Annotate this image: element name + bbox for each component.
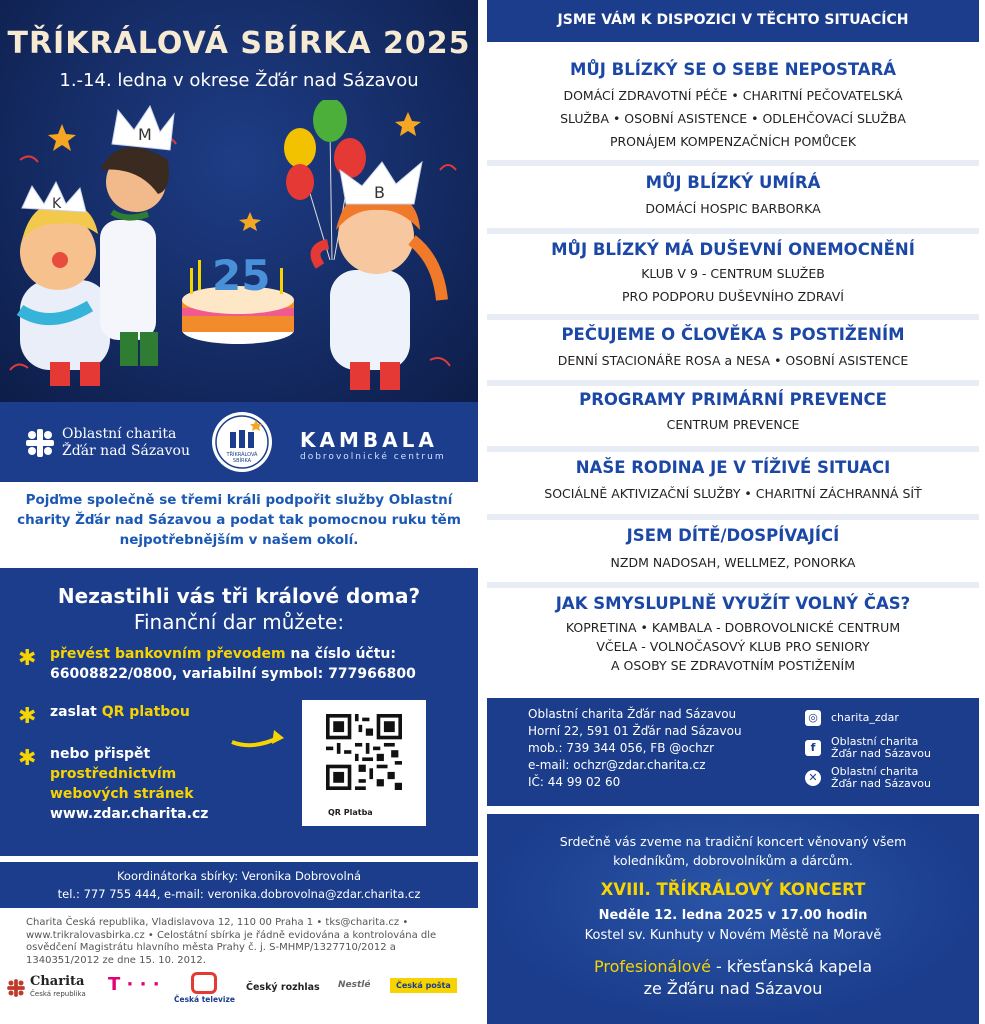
section-lines bbox=[487, 551, 979, 574]
contact-phone[interactable]: mob.: 739 344 056, FB @ochzr bbox=[528, 741, 715, 755]
tks-text-line1: TŘÍKRÁLOVÁ bbox=[226, 452, 258, 458]
contact-org: Oblastní charita Žďár nad Sázavou bbox=[528, 707, 737, 721]
concert-invitation-line2: koledníkům, dobrovolníkům a dárcům. bbox=[613, 853, 853, 868]
section-title: JAK SMYSLUPLNĚ VYUŽÍT VOLNÝ ČAS? bbox=[555, 594, 911, 613]
ct-logo-icon bbox=[191, 972, 217, 994]
partner-logos-band bbox=[0, 402, 478, 482]
tks-emblem-icon bbox=[210, 410, 274, 474]
section-lines bbox=[487, 413, 979, 436]
hero-subtitle: 1.-14. ledna v okrese Žďár nad Sázavou bbox=[59, 70, 419, 91]
bank-transfer-item bbox=[50, 644, 416, 684]
section-line: DOMÁCÍ HOSPIC BARBORKA bbox=[645, 201, 821, 216]
qr-payment-highlight: QR platbou bbox=[101, 704, 190, 720]
section-divider bbox=[487, 160, 979, 166]
donation-heading: Nezastihli vás tři králové doma? bbox=[57, 584, 421, 608]
sponsor-ceska-televize[interactable] bbox=[174, 972, 235, 1004]
concert-band-rest: - křesťanská kapela bbox=[710, 957, 872, 976]
intro-text: Pojďme společně se třemi králi podpořit služby Oblastní charity Žďár nad Sázavou a podat tak pomocnou ruku těm nejpotřebnějším v našem okolí. bbox=[17, 492, 461, 548]
contact-section bbox=[487, 698, 979, 806]
facebook-icon: f bbox=[805, 740, 821, 756]
qr-code-icon bbox=[326, 714, 402, 790]
crown-m-letter: M bbox=[138, 125, 152, 144]
section-divider bbox=[487, 314, 979, 320]
section-line: CENTRUM PREVENCE bbox=[666, 417, 800, 432]
legal-footer: Charita Česká republika, Vladislavova 12, 110 00 Praha 1 • tks@charita.cz • www.trikralovasbirka.cz • Celostátní sbírka je řádně evidována a kontrolována dle osvědčení Magistrátu hlavního města Prahy č. j. S-MHMP/1327710/2012 a 1340351/2012 ze dne 15. 10. 2012. bbox=[26, 917, 437, 966]
section-lines bbox=[487, 618, 979, 675]
kambala-name: KAMBALA bbox=[300, 428, 438, 452]
cake-number: 25 bbox=[212, 251, 271, 300]
x-line2: Žďár nad Sázavou bbox=[831, 777, 931, 790]
concert-place: Kostel sv. Kunhuty v Novém Městě na Moravě bbox=[584, 928, 882, 943]
sponsor-ct-name: Česká televize bbox=[174, 995, 235, 1004]
section-title: MŮJ BLÍZKÝ MÁ DUŠEVNÍ ONEMOCNĚNÍ bbox=[551, 240, 915, 259]
section-line: SLUŽBA • OSOBNÍ ASISTENCE • ODLEHČOVACÍ SLUŽBA bbox=[560, 111, 906, 126]
section-line: VČELA - VOLNOČASOVÝ KLUB PRO SENIORY bbox=[596, 639, 870, 654]
charita-cross-icon bbox=[24, 427, 56, 459]
section-divider bbox=[487, 514, 979, 520]
section-lines bbox=[487, 84, 979, 153]
charita-logo-line2: Žďár nad Sázavou bbox=[62, 443, 190, 459]
qr-code-box[interactable] bbox=[302, 700, 426, 826]
section-title: PROGRAMY PRIMÁRNÍ PREVENCE bbox=[579, 390, 887, 409]
section-title: JSEM DÍTĚ/DOSPÍVAJÍCÍ bbox=[626, 526, 840, 545]
donation-subheading: Finanční dar můžete: bbox=[133, 610, 345, 634]
facebook-line1: Oblastní charita bbox=[831, 735, 919, 748]
donation-section bbox=[0, 568, 478, 856]
arrow-right-icon bbox=[230, 728, 286, 752]
bullet-asterisk-icon: ✱ bbox=[18, 746, 37, 771]
web-donation-item bbox=[50, 744, 208, 824]
sponsor-nestle[interactable]: Nestlé bbox=[338, 980, 371, 990]
instagram-icon: ◎ bbox=[805, 710, 821, 726]
right-panel bbox=[487, 0, 979, 1024]
concert-section bbox=[487, 814, 979, 1024]
bank-transfer-rest: na číslo účtu: bbox=[285, 646, 396, 662]
contact-email[interactable]: e-mail: ochzr@zdar.charita.cz bbox=[528, 758, 706, 772]
concert-date: Neděle 12. ledna 2025 v 17.00 hodin bbox=[598, 908, 868, 923]
section-line: SOCIÁLNĚ AKTIVIZAČNÍ SLUŽBY • CHARITNÍ ZÁCHRANNÁ SÍŤ bbox=[544, 486, 922, 501]
bank-account-number: 66008822/0800, variabilní symbol: 777966800 bbox=[50, 666, 416, 682]
section-divider bbox=[487, 582, 979, 588]
bullet-asterisk-icon: ✱ bbox=[18, 646, 37, 671]
sponsor-charita-sub: Česká republika bbox=[30, 990, 86, 998]
trikralova-sbirka-logo[interactable] bbox=[210, 410, 274, 478]
web-donation-line3: webových stránek bbox=[50, 786, 194, 802]
section-title: PEČUJEME O ČLOVĚKA S POSTIŽENÍM bbox=[561, 325, 905, 344]
section-title: NAŠE RODINA JE V TÍŽIVÉ SITUACI bbox=[575, 458, 891, 477]
instagram-handle: charita_zdar bbox=[831, 711, 899, 724]
section-line: A OSOBY SE ZDRAVOTNÍM POSTIŽENÍM bbox=[610, 658, 856, 673]
facebook-link[interactable] bbox=[805, 736, 931, 760]
section-lines bbox=[487, 349, 979, 372]
contact-details bbox=[528, 706, 742, 791]
kings-illustration bbox=[0, 100, 478, 402]
bank-transfer-highlight: převést bankovním převodem bbox=[50, 646, 286, 662]
web-donation-url[interactable]: www.zdar.charita.cz bbox=[50, 806, 209, 822]
section-line: KLUB V 9 - CENTRUM SLUŽEB bbox=[641, 266, 825, 281]
sponsor-logos bbox=[0, 970, 478, 1010]
web-donation-line2: prostřednictvím bbox=[50, 766, 177, 782]
web-donation-line1: nebo přispět bbox=[50, 746, 151, 762]
charita-cross-icon bbox=[6, 978, 26, 998]
sponsor-cesky-rozhlas[interactable]: Český rozhlas bbox=[246, 982, 320, 993]
sponsor-charita-name: Charita bbox=[30, 974, 85, 989]
services-header: JSME VÁM K DISPOZICI V TĚCHTO SITUACÍCH bbox=[487, 0, 979, 42]
concert-band bbox=[487, 956, 979, 1000]
concert-title: XVIII. TŘÍKRÁLOVÝ KONCERT bbox=[600, 880, 866, 899]
coordinator-info bbox=[0, 862, 478, 908]
section-title: MŮJ BLÍZKÝ SE O SEBE NEPOSTARÁ bbox=[569, 60, 897, 79]
contact-ic: IČ: 44 99 02 60 bbox=[528, 775, 621, 789]
hero-illustration bbox=[0, 0, 478, 402]
instagram-link[interactable] bbox=[805, 710, 899, 726]
section-line: PRO PODPORU DUŠEVNÍHO ZDRAVÍ bbox=[622, 289, 844, 304]
crown-k-letter: K bbox=[52, 196, 62, 212]
section-divider bbox=[487, 228, 979, 234]
hero-title: TŘÍKRÁLOVÁ SBÍRKA 2025 bbox=[7, 26, 471, 61]
x-line1: Oblastní charita bbox=[831, 765, 919, 778]
charita-logo[interactable] bbox=[24, 426, 190, 460]
section-lines bbox=[487, 197, 979, 220]
section-line: NZDM NADOSAH, WELLMEZ, PONORKA bbox=[610, 555, 856, 570]
contact-address: Horní 22, 591 01 Žďár nad Sázavou bbox=[528, 724, 742, 738]
facebook-line2: Žďár nad Sázavou bbox=[831, 747, 931, 760]
sponsor-telekom[interactable]: T · · · bbox=[108, 974, 160, 995]
section-divider bbox=[487, 380, 979, 386]
section-line: PRONÁJEM KOMPENZAČNÍCH POMŮCEK bbox=[609, 134, 857, 149]
section-lines bbox=[487, 262, 979, 308]
section-line: KOPRETINA • KAMBALA - DOBROVOLNICKÉ CENTRUM bbox=[565, 620, 901, 635]
section-lines bbox=[487, 482, 979, 505]
x-link[interactable] bbox=[805, 766, 931, 790]
section-line: DOMÁCÍ ZDRAVOTNÍ PÉČE • CHARITNÍ PEČOVATELSKÁ bbox=[563, 88, 903, 103]
sponsor-charita[interactable] bbox=[6, 976, 86, 1000]
coordinator-name: Koordinátorka sbírky: Veronika Dobrovolná bbox=[116, 869, 362, 883]
section-line: DENNÍ STACIONÁŘE ROSA a NESA • OSOBNÍ ASISTENCE bbox=[557, 353, 909, 368]
concert-invitation bbox=[487, 832, 979, 870]
kambala-subtitle: dobrovolnické centrum bbox=[300, 452, 446, 462]
qr-payment-prefix: zaslat bbox=[50, 704, 102, 720]
coordinator-contact: tel.: 777 755 444, e-mail: veronika.dobrovolna@zdar.charita.cz bbox=[57, 887, 421, 901]
x-icon: ✕ bbox=[805, 770, 821, 786]
concert-invitation-line1: Srdečně vás zveme na tradiční koncert věnovaný všem bbox=[559, 834, 907, 849]
sponsor-ceska-posta[interactable]: Česká pošta bbox=[390, 978, 457, 993]
bullet-asterisk-icon: ✱ bbox=[18, 704, 37, 729]
section-divider bbox=[487, 446, 979, 452]
kambala-logo[interactable] bbox=[300, 428, 446, 462]
section-title: MŮJ BLÍZKÝ UMÍRÁ bbox=[645, 173, 821, 192]
charita-logo-line1: Oblastní charita bbox=[62, 426, 177, 442]
concert-band-line2: ze Žďáru nad Sázavou bbox=[643, 979, 823, 998]
crown-b-letter: B bbox=[374, 183, 385, 202]
qr-payment-item bbox=[50, 702, 190, 722]
left-panel bbox=[0, 0, 478, 1024]
concert-band-highlight: Profesionálové bbox=[593, 957, 711, 976]
qr-label: QR Platba bbox=[328, 808, 373, 817]
tks-text-line2: SBÍRKA bbox=[232, 458, 252, 464]
